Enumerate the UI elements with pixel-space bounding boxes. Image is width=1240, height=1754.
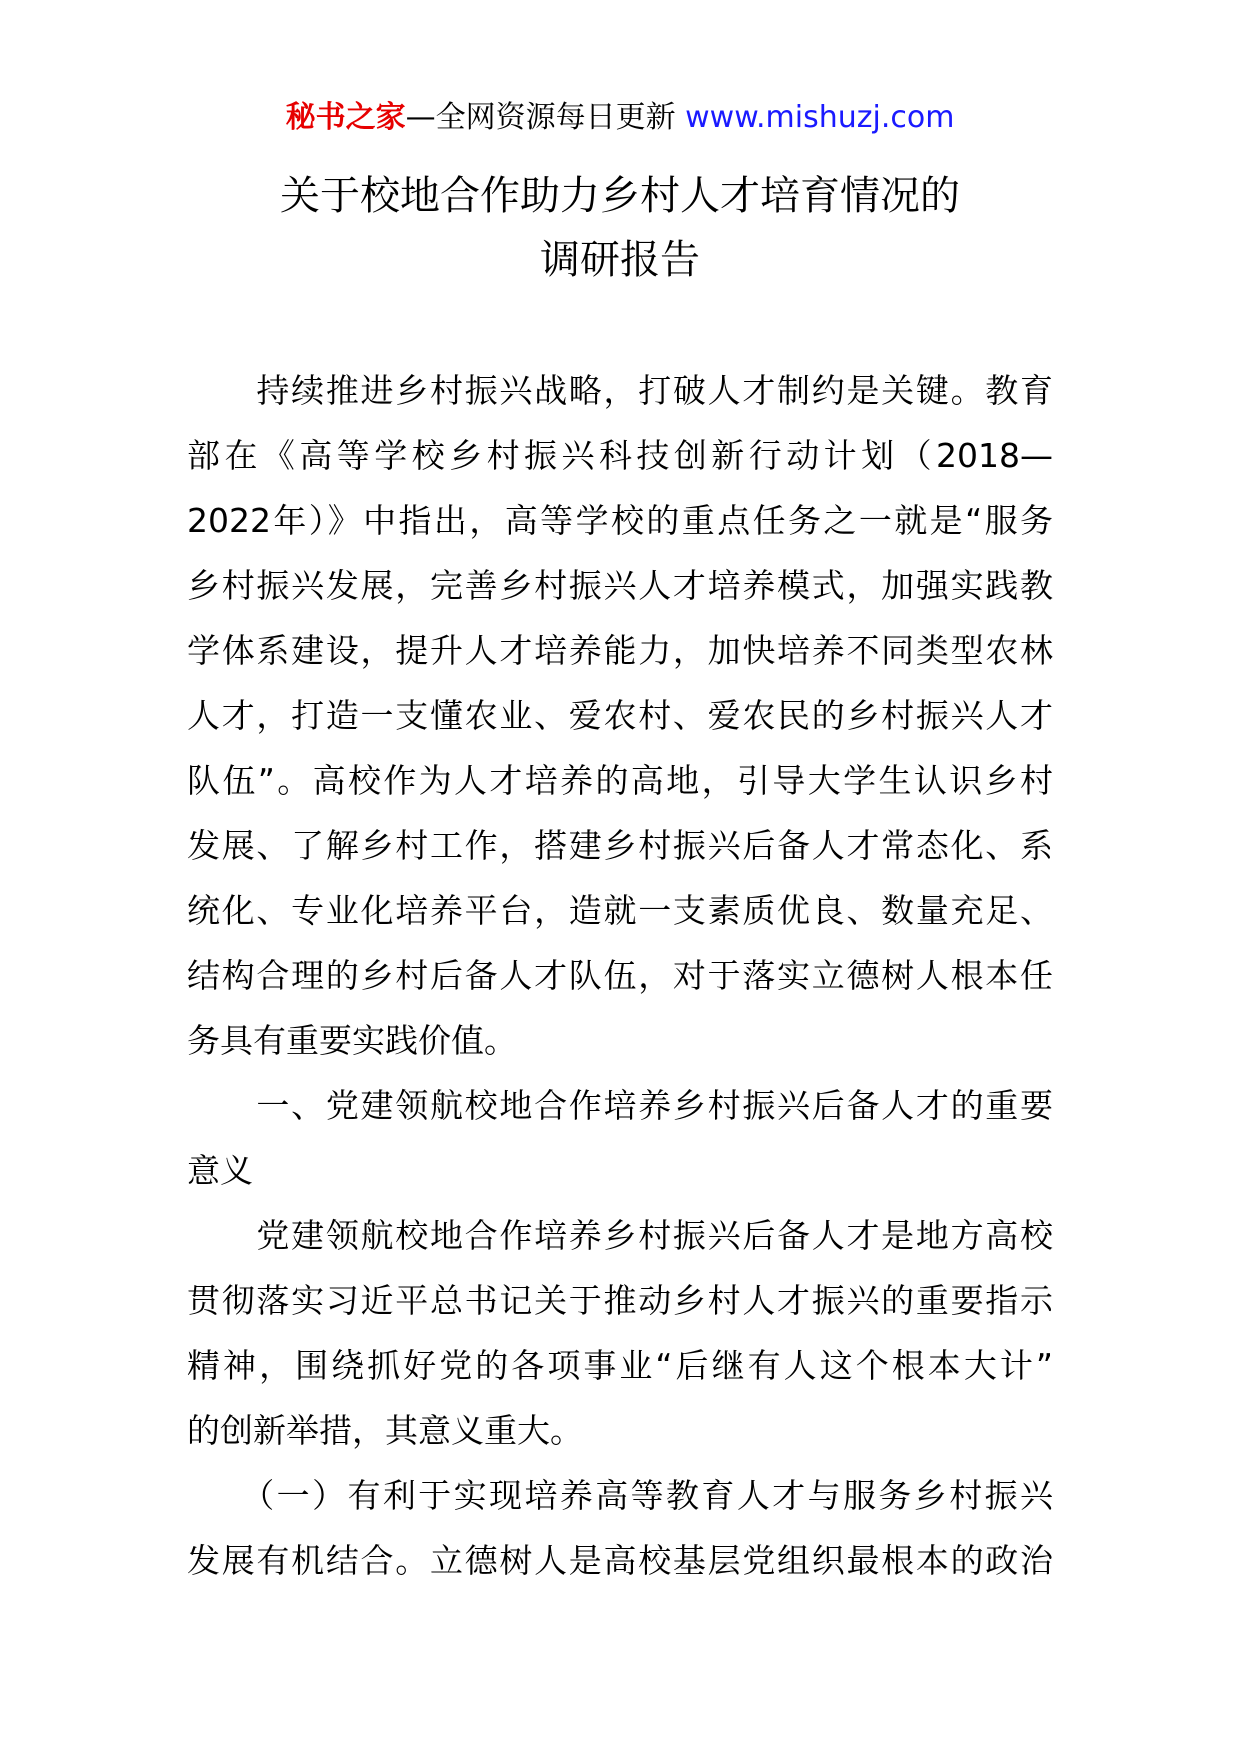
text-line: 务具有重要实践价值。 [187, 1021, 517, 1060]
tagline: —全网资源每日更新 [405, 100, 686, 135]
text-line: 党建领航校地合作培养乡村振兴后备人才是地方高校 [187, 1216, 1053, 1255]
text-line: 持续推进乡村振兴战略，打破人才制约是关键。教育 [187, 371, 1053, 410]
text-line: （一）有利于实现培养高等教育人才与服务乡村振兴 [187, 1476, 1053, 1515]
site-url-link[interactable]: www.mishuzj.com [685, 100, 955, 135]
text-line: 乡村振兴发展，完善乡村振兴人才培养模式，加强实践教 [187, 566, 1053, 605]
text-line: 一、党建领航校地合作培养乡村振兴后备人才的重要 [187, 1086, 1053, 1125]
document-body [187, 358, 1053, 1593]
text-line: 队伍”。高校作为人才培养的高地，引导大学生认识乡村 [187, 761, 1053, 800]
text-line: 发展有机结合。立德树人是高校基层党组织最根本的政治 [187, 1541, 1053, 1580]
text-line: 意义 [187, 1151, 253, 1190]
title-line-1: 关于校地合作助力乡村人才培育情况的 [280, 173, 960, 219]
title-line-2: 调研报告 [540, 237, 700, 283]
document-title [0, 164, 1240, 292]
text-line: 精神，围绕抓好党的各项事业“后继有人这个根本大计” [187, 1346, 1053, 1385]
text-line: 部在《高等学校乡村振兴科技创新行动计划（2018— [187, 436, 1053, 475]
text-line: 统化、专业化培养平台，造就一支素质优良、数量充足、 [187, 891, 1053, 930]
text-line: 发展、了解乡村工作，搭建乡村振兴后备人才常态化、系 [187, 826, 1053, 865]
text-line: 贯彻落实习近平总书记关于推动乡村人才振兴的重要指示 [187, 1281, 1053, 1320]
text-line: 的创新举措，其意义重大。 [187, 1411, 583, 1450]
text-line: 学体系建设，提升人才培养能力，加快培养不同类型农林 [187, 631, 1053, 670]
brand-name: 秘书之家 [285, 100, 406, 135]
text-line: 人才，打造一支懂农业、爱农村、爱农民的乡村振兴人才 [187, 696, 1053, 735]
text-line: 2022年）》中指出，高等学校的重点任务之一就是“服务 [187, 501, 1053, 540]
text-line: 结构合理的乡村后备人才队伍，对于落实立德树人根本任 [187, 956, 1053, 995]
site-header [0, 98, 1240, 138]
